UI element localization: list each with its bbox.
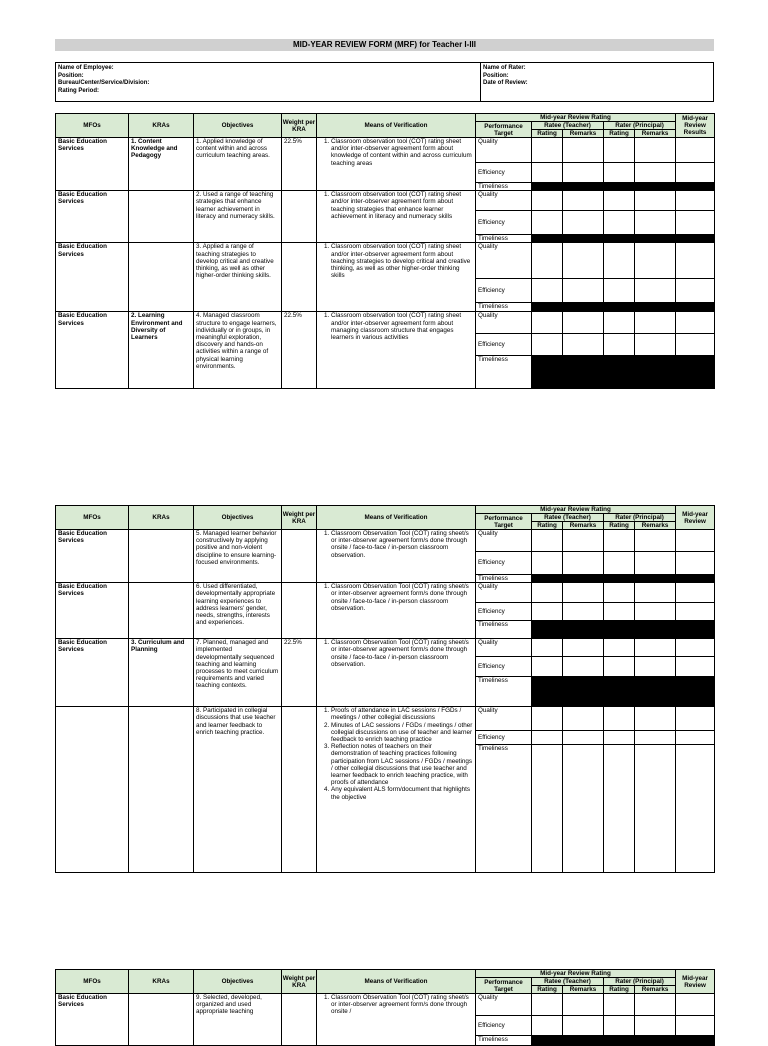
review-date-label: Date of Review: — [483, 80, 528, 86]
header-midyear-rating: Mid-year Review Rating — [476, 114, 676, 122]
target-quality: Quality — [476, 191, 532, 211]
rater-name-label: Name of Rater: — [483, 65, 526, 71]
header-objectives: Objectives — [194, 970, 282, 994]
header-mov: Means of Verification — [317, 506, 476, 530]
rating-cell[interactable] — [635, 994, 676, 1016]
header-rater: Rater (Principal) — [604, 122, 676, 130]
header-rater-rating: Rating — [604, 986, 635, 994]
blocked-cell — [532, 183, 563, 191]
header-rater: Rater (Principal) — [604, 978, 676, 986]
blocked-cell — [532, 575, 563, 583]
blocked-cell — [563, 356, 604, 389]
rating-cell[interactable] — [604, 552, 635, 575]
blocked-cell — [635, 303, 676, 312]
blocked-cell — [676, 356, 715, 389]
mov-item: 2. Minutes of LAC sessions / FGDs / meetings / other collegial discussions on use of teacher and learner feedback to enrich teaching practice — [331, 722, 473, 744]
header-ratee-remarks: Remarks — [563, 522, 604, 530]
rating-cell[interactable] — [532, 211, 563, 235]
blocked-cell — [676, 1036, 715, 1046]
blocked-cell — [635, 575, 676, 583]
header-objectives: Objectives — [194, 506, 282, 530]
rating-cell[interactable] — [604, 1016, 635, 1036]
header-ratee-rating: Rating — [532, 130, 563, 138]
rating-period-label: Rating Period: — [58, 87, 100, 94]
blocked-cell — [635, 183, 676, 191]
blocked-cell — [563, 183, 604, 191]
info-divider — [480, 63, 481, 101]
rating-cell[interactable] — [635, 552, 676, 575]
mfo-cell: Basic Education Services — [56, 138, 129, 191]
blocked-cell — [604, 356, 635, 389]
rating-cell[interactable] — [532, 707, 563, 731]
blocked-cell — [532, 621, 563, 639]
blocked-cell — [563, 677, 604, 707]
rating-cell[interactable] — [676, 191, 715, 211]
mov-item: 1. Classroom observation tool (COT) rating sheet and/or inter-observer agreement form about knowledge of content within and across curriculum teaching areas — [331, 138, 473, 167]
rating-cell[interactable] — [604, 138, 635, 163]
form-title: MID-YEAR REVIEW FORM (MRF) for Teacher I-III — [55, 39, 714, 51]
mfo-cell: Basic Education Services — [56, 639, 129, 707]
target-quality: Quality — [476, 994, 532, 1016]
rating-cell[interactable] — [676, 1016, 715, 1036]
header-objectives: Objectives — [194, 114, 282, 138]
rating-cell[interactable] — [604, 707, 635, 731]
rating-cell[interactable] — [563, 707, 604, 731]
header-weight: Weight per KRA — [282, 506, 317, 530]
blocked-cell — [676, 235, 715, 243]
blocked-cell — [604, 303, 635, 312]
mov-item: 1. Classroom observation tool (COT) rating sheet and/or inter-observer agreement form about managing classroom structure that engages learners in various activities — [331, 312, 473, 341]
rating-cell[interactable] — [676, 334, 715, 356]
review-table-1 — [55, 113, 715, 389]
target-efficiency: Efficiency — [476, 211, 532, 235]
weight-cell — [282, 707, 317, 873]
rating-cell[interactable] — [635, 745, 676, 873]
target-timeliness: Timeliness — [476, 235, 532, 243]
blocked-cell — [563, 1036, 604, 1046]
mov-cell — [317, 138, 476, 191]
header-review-results: Mid-year Review Results — [676, 114, 715, 138]
mov-item: 1. Classroom Observation Tool (COT) rating sheet/s or inter-observer agreement form/s done through onsite / face-to-face / in-person classroom observation. — [331, 530, 473, 559]
mfo-cell: Basic Education Services — [56, 312, 129, 389]
rating-cell[interactable] — [532, 639, 563, 657]
objective-cell: 8. Participated in collegial discussions that use teacher and learner feedback to enrich teaching practice. — [194, 707, 282, 873]
target-efficiency: Efficiency — [476, 1016, 532, 1036]
rating-cell[interactable] — [676, 552, 715, 575]
rating-cell[interactable] — [563, 583, 604, 603]
objective-cell: 1. Applied knowledge of content within and across curriculum teaching areas. — [194, 138, 282, 191]
header-rater-remarks: Remarks — [635, 130, 676, 138]
rating-cell[interactable] — [676, 603, 715, 621]
header-mov: Means of Verification — [317, 114, 476, 138]
rating-cell[interactable] — [635, 603, 676, 621]
header-rater-rating: Rating — [604, 130, 635, 138]
rating-cell[interactable] — [635, 639, 676, 657]
target-efficiency: Efficiency — [476, 731, 532, 745]
target-quality: Quality — [476, 639, 532, 657]
header-mfos: MFOs — [56, 970, 129, 994]
mfo-cell: Basic Education Services — [56, 530, 129, 583]
rating-cell[interactable] — [532, 312, 563, 334]
rating-cell[interactable] — [563, 552, 604, 575]
rating-cell[interactable] — [532, 731, 563, 745]
objective-cell: 3. Applied a range of teaching strategies to develop critical and creative thinking, as well as other higher-order thinking skills. — [194, 243, 282, 312]
blocked-cell — [604, 183, 635, 191]
mov-item: 1. Classroom observation tool (COT) rating sheet and/or inter-observer agreement form about teaching strategies to develop critical and creative thinking, as well as other higher-order thinking skills — [331, 243, 473, 279]
kra-cell: 3. Curriculum and Planning — [129, 639, 194, 707]
rating-cell[interactable] — [604, 334, 635, 356]
rating-cell[interactable] — [563, 243, 604, 279]
rating-cell[interactable] — [532, 530, 563, 552]
rating-cell[interactable] — [604, 657, 635, 677]
weight-cell — [282, 530, 317, 583]
target-efficiency: Efficiency — [476, 552, 532, 575]
blocked-cell — [604, 575, 635, 583]
target-timeliness: Timeliness — [476, 183, 532, 191]
rating-cell[interactable] — [532, 279, 563, 303]
target-efficiency: Efficiency — [476, 334, 532, 356]
rating-cell[interactable] — [676, 279, 715, 303]
kra-cell: 1. Content Knowledge and Pedagogy — [129, 138, 194, 191]
rating-cell[interactable] — [563, 191, 604, 211]
rating-cell[interactable] — [676, 312, 715, 334]
rating-cell[interactable] — [635, 312, 676, 334]
rating-cell[interactable] — [676, 530, 715, 552]
rating-cell[interactable] — [532, 657, 563, 677]
rating-cell[interactable] — [604, 279, 635, 303]
review-table-2 — [55, 505, 715, 873]
header-kras: KRAs — [129, 506, 194, 530]
rating-cell[interactable] — [532, 1016, 563, 1036]
header-performance-target: Performance Target — [476, 122, 532, 138]
blocked-cell — [635, 1036, 676, 1046]
mov-item: 1. Classroom Observation Tool (COT) rating sheet/s or inter-observer agreement form/s done through onsite / face-to-face / in-person classroom observation. — [331, 583, 473, 612]
target-efficiency: Efficiency — [476, 163, 532, 183]
rating-cell[interactable] — [563, 138, 604, 163]
rating-cell[interactable] — [604, 583, 635, 603]
rating-cell[interactable] — [532, 163, 563, 183]
rater-info — [483, 65, 528, 88]
mov-item: 1. Proofs of attendance in LAC sessions / FGDs / meetings / other collegial discussions — [331, 707, 473, 721]
rating-cell[interactable] — [563, 745, 604, 873]
mov-cell — [317, 530, 476, 583]
rating-cell[interactable] — [532, 583, 563, 603]
objective-cell: 2. Used a range of teaching strategies that enhance learner achievement in literacy and numeracy skills. — [194, 191, 282, 243]
rating-cell[interactable] — [635, 279, 676, 303]
kra-cell: 2. Learning Environment and Diversity of Learners — [129, 312, 194, 389]
header-performance-target: Performance Target — [476, 978, 532, 994]
rating-cell[interactable] — [604, 639, 635, 657]
header-mfos: MFOs — [56, 114, 129, 138]
weight-cell — [282, 583, 317, 639]
mfo-cell: Basic Education Services — [56, 243, 129, 312]
blocked-cell — [676, 575, 715, 583]
rating-cell[interactable] — [676, 243, 715, 279]
blocked-cell — [563, 303, 604, 312]
target-efficiency: Efficiency — [476, 603, 532, 621]
blocked-cell — [635, 235, 676, 243]
header-review-results: Mid-year Review — [676, 506, 715, 530]
target-timeliness: Timeliness — [476, 1036, 532, 1046]
bureau-label: Bureau/Center/Service/Division: — [58, 80, 150, 86]
header-midyear-rating: Mid-year Review Rating — [476, 506, 676, 514]
kra-cell — [129, 191, 194, 243]
rating-cell[interactable] — [532, 552, 563, 575]
header-ratee-remarks: Remarks — [563, 986, 604, 994]
rating-cell[interactable] — [532, 138, 563, 163]
rating-cell[interactable] — [563, 657, 604, 677]
rating-cell[interactable] — [604, 530, 635, 552]
rating-cell[interactable] — [635, 1016, 676, 1036]
rating-cell[interactable] — [563, 603, 604, 621]
rating-cell[interactable] — [635, 583, 676, 603]
header-ratee-remarks: Remarks — [563, 130, 604, 138]
header-weight: Weight per KRA — [282, 114, 317, 138]
blocked-cell — [676, 183, 715, 191]
blocked-cell — [635, 677, 676, 707]
mov-cell — [317, 994, 476, 1046]
rating-cell[interactable] — [604, 312, 635, 334]
rating-cell[interactable] — [676, 745, 715, 873]
rating-cell[interactable] — [563, 639, 604, 657]
rating-cell[interactable] — [635, 191, 676, 211]
mfo-cell: Basic Education Services — [56, 583, 129, 639]
header-review-results: Mid-year Review — [676, 970, 715, 994]
blocked-cell — [532, 677, 563, 707]
rating-cell[interactable] — [563, 312, 604, 334]
rating-cell[interactable] — [635, 334, 676, 356]
header-kras: KRAs — [129, 114, 194, 138]
blocked-cell — [563, 621, 604, 639]
weight-cell — [282, 191, 317, 243]
kra-cell — [129, 243, 194, 312]
header-midyear-rating: Mid-year Review Rating — [476, 970, 676, 978]
mov-item: 1. Classroom observation tool (COT) rating sheet and/or inter-observer agreement form about teaching strategies that enhance learner achievement in literacy and numeracy skills — [331, 191, 473, 220]
blocked-cell — [676, 677, 715, 707]
rating-cell[interactable] — [563, 279, 604, 303]
rating-cell[interactable] — [604, 994, 635, 1016]
rating-cell[interactable] — [635, 657, 676, 677]
rating-cell[interactable] — [635, 530, 676, 552]
header-ratee: Ratee (Teacher) — [532, 514, 604, 522]
rating-cell[interactable] — [532, 243, 563, 279]
mov-item: 1. Classroom Observation Tool (COT) rating sheet/s or inter-observer agreement form/s done through onsite / — [331, 994, 473, 1016]
mfo-cell: Basic Education Services — [56, 191, 129, 243]
header-kras: KRAs — [129, 970, 194, 994]
kra-cell — [129, 530, 194, 583]
mov-cell — [317, 243, 476, 312]
rating-cell[interactable] — [676, 163, 715, 183]
objective-cell: 9. Selected, developed, organized and used appropriate teaching — [194, 994, 282, 1046]
rating-cell[interactable] — [563, 530, 604, 552]
rating-cell[interactable] — [635, 138, 676, 163]
mov-cell — [317, 707, 476, 873]
blocked-cell — [635, 356, 676, 389]
mov-cell — [317, 312, 476, 389]
header-weight: Weight per KRA — [282, 970, 317, 994]
target-timeliness: Timeliness — [476, 575, 532, 583]
objective-cell: 7. Planned, managed and implemented developmentally sequenced teaching and learning processes to meet curriculum requirements and varied teaching contexts. — [194, 639, 282, 707]
rating-cell[interactable] — [676, 583, 715, 603]
rating-cell[interactable] — [604, 191, 635, 211]
rating-cell[interactable] — [604, 731, 635, 745]
blocked-cell — [604, 235, 635, 243]
weight-cell: 22.5% — [282, 312, 317, 389]
kra-cell — [129, 994, 194, 1046]
kra-cell — [129, 583, 194, 639]
objective-cell: 4. Managed classroom structure to engage learners, individually or in groups, in meaningful exploration, discovery and hands-on activities within a range of physical learning environments. — [194, 312, 282, 389]
rating-cell[interactable] — [676, 639, 715, 657]
rating-cell[interactable] — [604, 603, 635, 621]
rating-cell[interactable] — [532, 603, 563, 621]
rating-cell[interactable] — [563, 211, 604, 235]
employee-name-label: Name of Employee: — [58, 65, 114, 71]
rating-cell[interactable] — [635, 731, 676, 745]
target-quality: Quality — [476, 138, 532, 163]
mov-item: 1. Classroom Observation Tool (COT) rating sheet/s or inter-observer agreement form/s done through onsite / face-to-face / in-person classroom observation. — [331, 639, 473, 668]
rating-cell[interactable] — [604, 211, 635, 235]
rating-cell[interactable] — [563, 334, 604, 356]
mov-item: 4. Any equivalent ALS form/document that highlights the objective — [331, 786, 473, 800]
mfo-cell: Basic Education Services — [56, 994, 129, 1046]
mov-cell — [317, 191, 476, 243]
header-mov: Means of Verification — [317, 970, 476, 994]
target-quality: Quality — [476, 583, 532, 603]
employee-info-left — [58, 65, 149, 95]
blocked-cell — [604, 1036, 635, 1046]
rating-cell[interactable] — [532, 745, 563, 873]
rating-cell[interactable] — [563, 994, 604, 1016]
rating-cell[interactable] — [635, 243, 676, 279]
target-timeliness: Timeliness — [476, 677, 532, 707]
rating-cell[interactable] — [532, 994, 563, 1016]
weight-cell: 22.5% — [282, 138, 317, 191]
weight-cell — [282, 243, 317, 312]
blocked-cell — [532, 303, 563, 312]
mov-cell — [317, 639, 476, 707]
objective-cell: 5. Managed learner behavior constructively by applying positive and non-violent discipline to ensure learning-focused environments. — [194, 530, 282, 583]
blocked-cell — [604, 621, 635, 639]
blocked-cell — [676, 303, 715, 312]
header-rater-remarks: Remarks — [635, 522, 676, 530]
rating-cell[interactable] — [676, 657, 715, 677]
blocked-cell — [563, 235, 604, 243]
header-ratee-rating: Rating — [532, 986, 563, 994]
target-timeliness: Timeliness — [476, 621, 532, 639]
target-quality: Quality — [476, 707, 532, 731]
target-quality: Quality — [476, 530, 532, 552]
weight-cell: 22.5% — [282, 639, 317, 707]
employee-info-box — [55, 62, 714, 102]
weight-cell — [282, 994, 317, 1046]
rating-cell[interactable] — [676, 211, 715, 235]
rating-cell[interactable] — [676, 731, 715, 745]
header-ratee-rating: Rating — [532, 522, 563, 530]
blocked-cell — [563, 575, 604, 583]
rating-cell[interactable] — [563, 731, 604, 745]
rating-cell[interactable] — [676, 138, 715, 163]
blocked-cell — [532, 235, 563, 243]
header-ratee: Ratee (Teacher) — [532, 978, 604, 986]
blocked-cell — [604, 677, 635, 707]
target-efficiency: Efficiency — [476, 657, 532, 677]
target-quality: Quality — [476, 312, 532, 334]
review-table-3 — [55, 969, 715, 1046]
header-ratee: Ratee (Teacher) — [532, 122, 604, 130]
kra-cell — [129, 707, 194, 873]
header-rater-remarks: Remarks — [635, 986, 676, 994]
rating-cell[interactable] — [604, 243, 635, 279]
mfo-cell — [56, 707, 129, 873]
rating-cell[interactable] — [635, 211, 676, 235]
employee-position-label: Position: — [58, 72, 84, 79]
header-mfos: MFOs — [56, 506, 129, 530]
blocked-cell — [676, 621, 715, 639]
rating-cell[interactable] — [676, 994, 715, 1016]
mov-item: 3. Reflection notes of teachers on their demonstration of teaching practices following participation from LAC sessions / FGDs / meetings / other collegial discussions that use teacher and learner feedback to enrich teaching practice, with proofs of attendance — [331, 743, 473, 786]
header-rater: Rater (Principal) — [604, 514, 676, 522]
target-quality: Quality — [476, 243, 532, 279]
rating-cell[interactable] — [604, 745, 635, 873]
rating-cell[interactable] — [635, 163, 676, 183]
rating-cell[interactable] — [563, 1016, 604, 1036]
rating-cell[interactable] — [563, 163, 604, 183]
target-timeliness: Timeliness — [476, 745, 532, 873]
blocked-cell — [635, 621, 676, 639]
target-timeliness: Timeliness — [476, 356, 532, 389]
rating-cell[interactable] — [676, 707, 715, 731]
blocked-cell — [532, 1036, 563, 1046]
target-efficiency: Efficiency — [476, 279, 532, 303]
rating-cell[interactable] — [635, 707, 676, 731]
rating-cell[interactable] — [604, 163, 635, 183]
header-performance-target: Performance Target — [476, 514, 532, 530]
rating-cell[interactable] — [532, 191, 563, 211]
blocked-cell — [532, 356, 563, 389]
mov-cell — [317, 583, 476, 639]
rating-cell[interactable] — [532, 334, 563, 356]
objective-cell: 6. Used differentiated, developmentally appropriate learning experiences to address learners' gender, needs, strengths, interests and experiences. — [194, 583, 282, 639]
rater-position-label: Position: — [483, 72, 509, 79]
target-timeliness: Timeliness — [476, 303, 532, 312]
header-rater-rating: Rating — [604, 522, 635, 530]
